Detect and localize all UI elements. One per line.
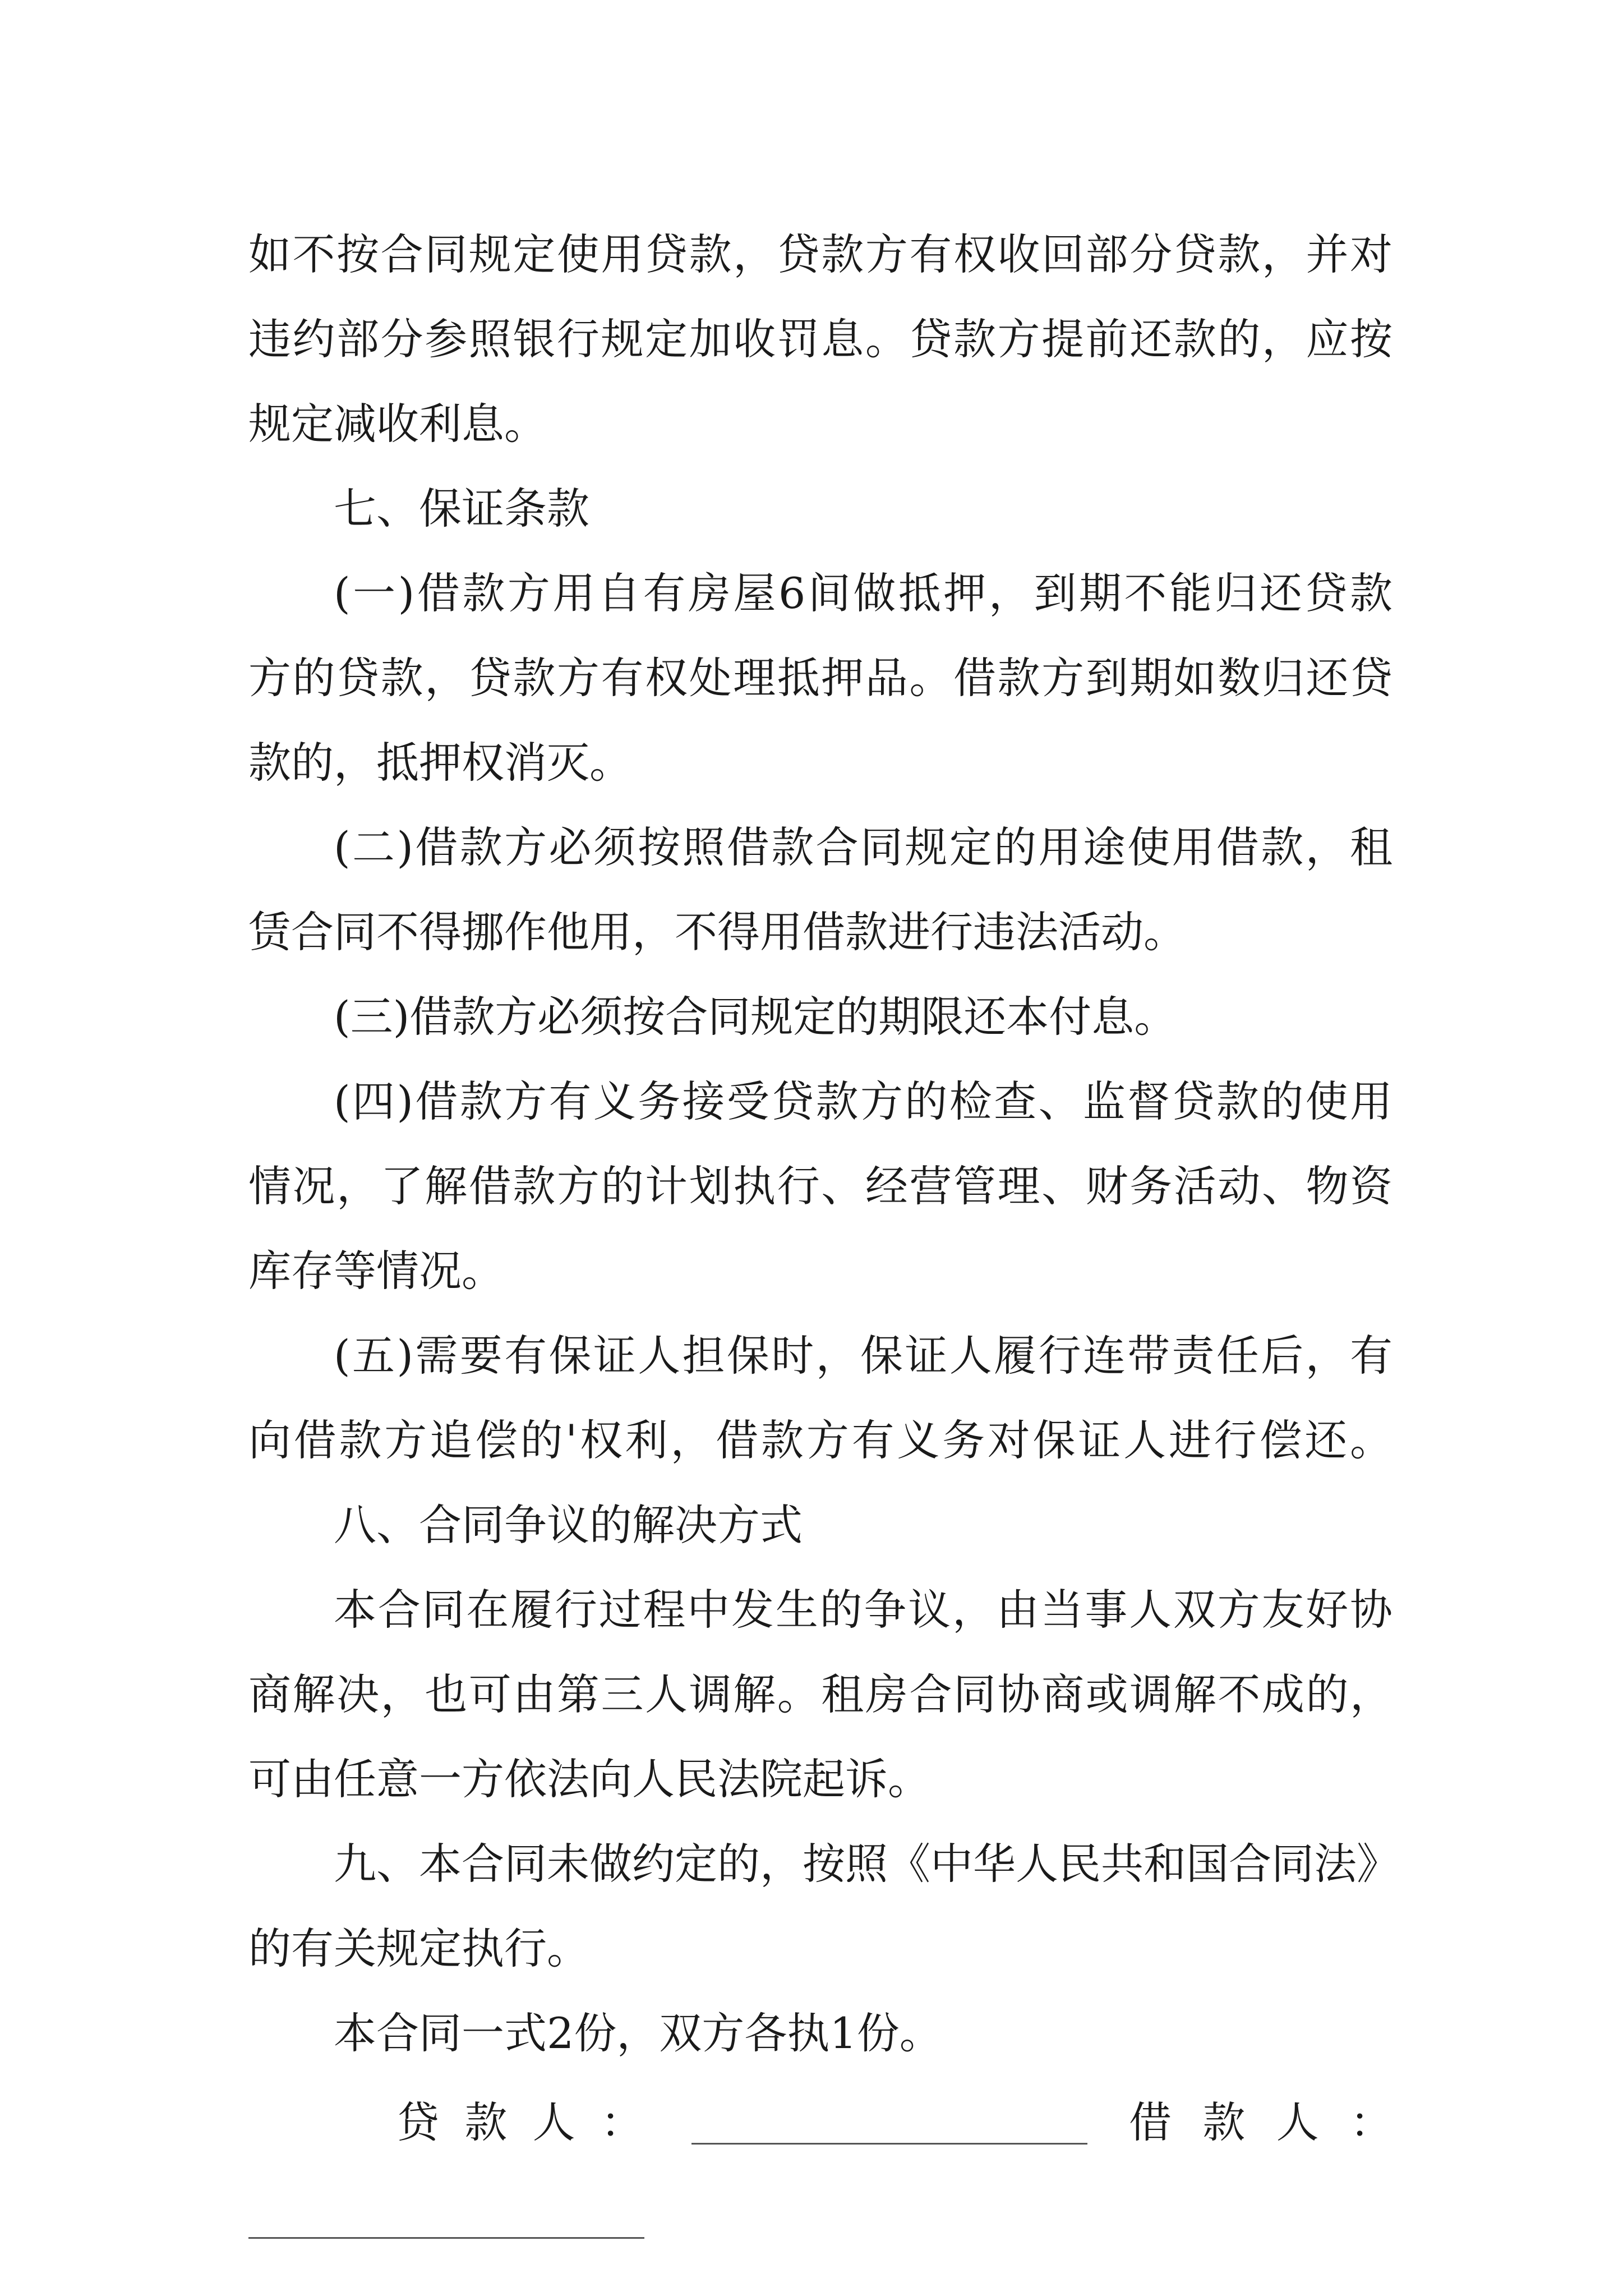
borrower-signature-line [248,2237,644,2239]
text-line: (三)借款方必须按合同规定的期限还本付息。 [334,992,1177,1042]
text-line: (五)需要有保证人担保时，保证人履行连带责任后，有 [334,1331,1393,1381]
text-line: 八、合同争议的解决方式 [334,1500,803,1550]
signature-row [248,2080,1393,2165]
text-line: 赁合同不得挪作他用，不得用借款进行违法活动。 [248,907,1186,957]
text-line: 库存等情况。 [248,1246,504,1296]
text-line: 款的，抵押权消灭。 [248,738,632,788]
paragraph-lines [248,212,1399,2076]
text-line: 九、本合同未做约定的，按照《中华人民共和国合同法》 [334,1839,1399,1889]
text-line: 本合同一式2份，双方各执1份。 [334,2008,942,2058]
text-line: 七、保证条款 [334,484,589,533]
text-line: 商解决，也可由第三人调解。租房合同协商或调解不成的， [248,1669,1393,1719]
text-line: 规定减收利息。 [248,399,547,449]
text-line: 的有关规定执行。 [248,1924,589,1973]
text-line: (四)借款方有义务接受贷款方的检查、监督贷款的使用 [334,1076,1393,1126]
borrower-label: 借款人： [1129,2097,1393,2147]
lender-signature-line [691,2143,1087,2145]
lender-label: 贷款人： [396,2097,643,2147]
text-line: 可由任意一方依法向人民法院起诉。 [248,1754,930,1804]
text-line: (一)借款方用自有房屋6间做抵押，到期不能归还贷款 [334,568,1393,618]
text-line: 情况，了解借款方的计划执行、经营管理、财务活动、物资 [248,1161,1393,1211]
document-body [248,212,1399,2147]
text-line: 违约部分参照银行规定加收罚息。贷款方提前还款的，应按 [248,314,1393,364]
text-line: 本合同在履行过程中发生的争议，由当事人双方友好协 [334,1585,1393,1635]
text-line: 方的贷款，贷款方有权处理抵押品。借款方到期如数归还贷 [248,653,1393,703]
text-line: 如不按合同规定使用贷款，贷款方有权收回部分贷款，并对 [248,229,1393,279]
text-line: 向借款方追偿的'权利，借款方有义务对保证人进行偿还。 [248,1415,1393,1465]
text-line: (二)借款方必须按照借款合同规定的用途使用借款，租 [334,822,1393,872]
